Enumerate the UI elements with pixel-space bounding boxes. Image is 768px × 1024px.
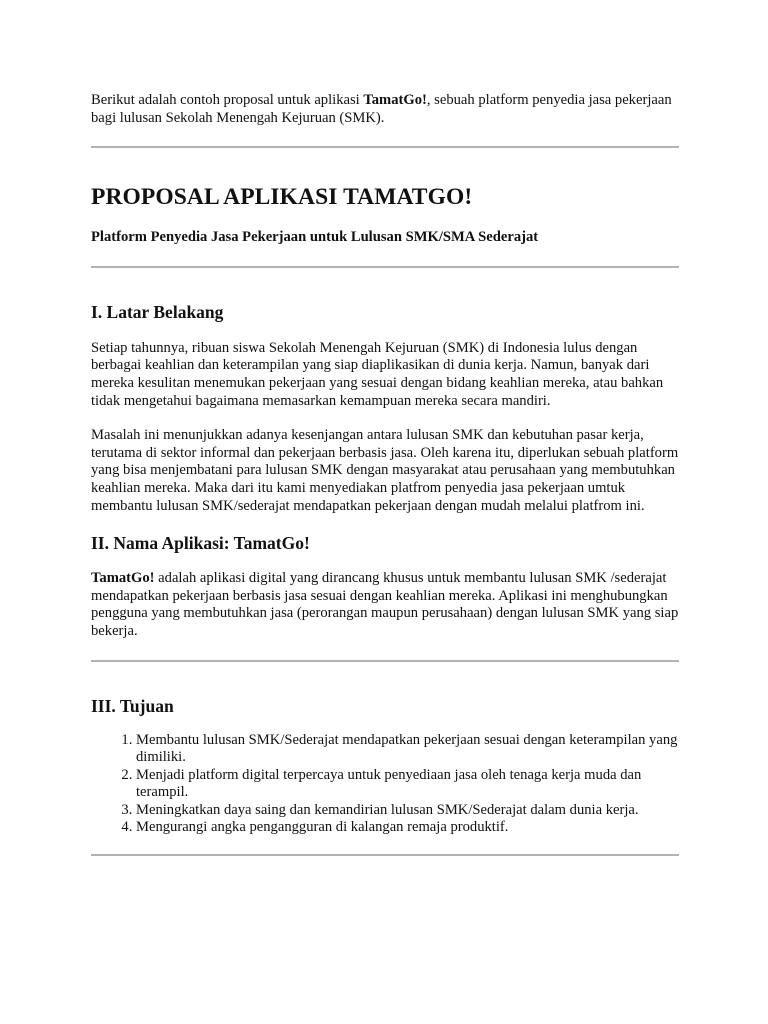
divider-2 bbox=[91, 266, 679, 268]
section-heading-tujuan: III. Tujuan bbox=[91, 695, 174, 716]
intro-brand: TamatGo! bbox=[363, 92, 427, 108]
list-item: 2. Menjadi platform digital terpercaya untuk penyediaan jasa oleh tenaga kerja muda dan terampil. bbox=[136, 767, 679, 802]
nama-aplikasi-text: adalah aplikasi digital yang dirancang khusus untuk membantu lulusan SMK /sederajat mendapatkan pekerjaan berbasis jasa sesuai dengan keahlian mereka. Aplikasi ini menghubungkan pengguna yang membutuhkan jasa (perorangan maupun perusahaan) dengan lulusan SMK yang siap bekerja. bbox=[91, 570, 679, 639]
document-title: PROPOSAL APLIKASI TAMATGO! bbox=[91, 184, 473, 211]
intro-text-before: Berikut adalah contoh proposal untuk aplikasi bbox=[91, 92, 364, 108]
latar-belakang-paragraph-2: Masalah ini menunjukkan adanya kesenjangan antara lulusan SMK dan kebutuhan pasar kerja, terutama di sektor informal dan pekerjaan berbasis jasa. Oleh karena itu, diperlukan sebuah platform yang bisa menjembatani para lulusan SMK dengan masyarakat atau perusahaan yang membutuhkan keahlian mereka. Maka dari itu kami menyediakan platfrom penyedia jasa pekerjaan umtuk membantu lulusan SMK/sederajat mendapatkan pekerjaan dengan mudah melalui platfrom ini. bbox=[91, 427, 679, 514]
nama-aplikasi-paragraph bbox=[91, 570, 679, 640]
section-heading-nama-aplikasi: II. Nama Aplikasi: TamatGo! bbox=[91, 533, 310, 554]
divider-3 bbox=[91, 660, 679, 662]
document-page bbox=[91, 92, 679, 856]
list-item: 1. Membantu lulusan SMK/Sederajat mendapatkan pekerjaan sesuai dengan keterampilan yang dimiliki. bbox=[136, 732, 679, 767]
latar-belakang-paragraph-1: Setiap tahunnya, ribuan siswa Sekolah Menengah Kejuruan (SMK) di Indonesia lulus dengan berbagai keahlian dan keterampilan yang siap diaplikasikan di dunia kerja. Namun, banyak dari mereka kesulitan menemukan pekerjaan yang sesuai dengan bidang keahlian mereka, atau bahkan tidak mengetahui bagaimana memasarkan kemampuan mereka secara mandiri. bbox=[91, 339, 664, 409]
list-item: 4. Mengurangi angka pengangguran di kalangan remaja produktif. bbox=[136, 819, 679, 837]
document-subtitle: Platform Penyedia Jasa Pekerjaan untuk Lulusan SMK/SMA Sederajat bbox=[91, 229, 539, 246]
intro-paragraph bbox=[91, 92, 679, 127]
tujuan-list bbox=[91, 732, 679, 838]
divider-4 bbox=[91, 854, 679, 856]
section-heading-latar-belakang: I. Latar Belakang bbox=[91, 301, 224, 322]
divider-1 bbox=[91, 146, 679, 148]
nama-aplikasi-brand: TamatGo! bbox=[91, 570, 155, 587]
list-item: 3. Meningkatkan daya saing dan kemandirian lulusan SMK/Sederajat dalam dunia kerja. bbox=[136, 802, 679, 820]
intro-text-after: , sebuah platform penyedia jasa pekerjaan bagi lulusan Sekolah Menengah Kejuruan (SMK). bbox=[91, 92, 672, 126]
